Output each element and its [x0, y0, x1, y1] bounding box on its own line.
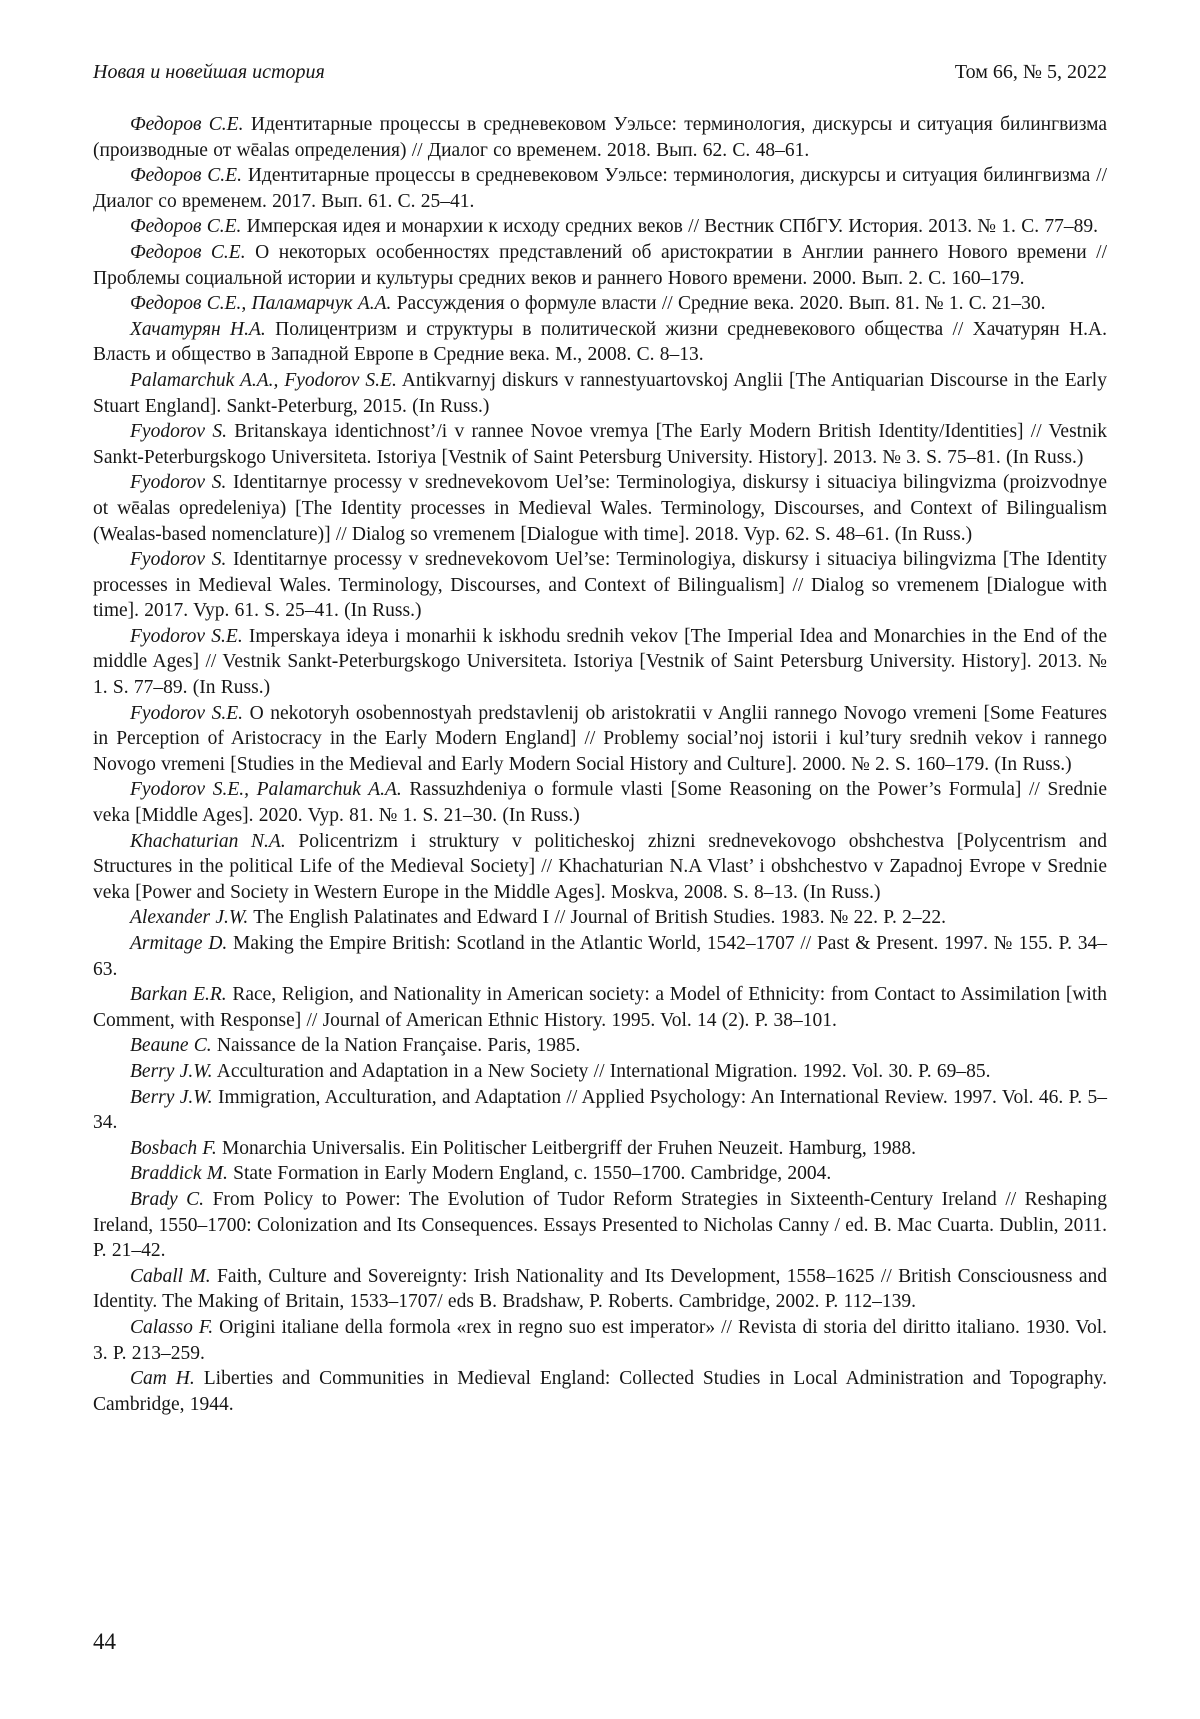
reference-entry [93, 1059, 1107, 1085]
reference-text: Britanskaya identichnost’/i v rannee Novoe vremya [The Early Modern British Identity/Identities] // Vestnik Sankt-Peterburgskogo Universiteta. Istoriya [Vestnik of Saint Petersburg University. History]. 2013. № 3. S. 75–81. (In Russ.) [93, 421, 1107, 468]
reference-author: Caball M. [130, 1265, 211, 1287]
reference-entry [93, 214, 1107, 240]
reference-author: Braddick M. [130, 1163, 228, 1185]
reference-entry [93, 112, 1107, 163]
page-header [93, 60, 1107, 84]
reference-author: Bosbach F. [130, 1137, 217, 1159]
reference-entry [93, 829, 1107, 906]
reference-text: Рассуждения о формуле власти // Средние века. 2020. Вып. 81. № 1. С. 21–30. [396, 293, 1046, 315]
reference-author: Khachaturian N.A. [130, 830, 286, 852]
document-page [93, 60, 1107, 1417]
reference-text: Race, Religion, and Nationality in American society: a Model of Ethnicity: from Contact to Assimilation [with Comment, with Response] // Journal of American Ethnic History. 1995. Vol. 14 (2). P. 38–101. [93, 984, 1107, 1031]
reference-entry [93, 1161, 1107, 1187]
reference-text: Monarchia Universalis. Ein Politischer Leitbergriff der Fruhen Neuzeit. Hamburg, 1988. [221, 1137, 916, 1159]
reference-entry [93, 317, 1107, 368]
reference-entry [93, 291, 1107, 317]
reference-author: Brady C. [130, 1188, 205, 1210]
reference-entry [93, 1315, 1107, 1366]
reference-text: Faith, Culture and Sovereignty: Irish Nationality and Its Development, 1558–1625 // British Consciousness and Identity. The Making of Britain, 1533–1707/ eds B. Bradshaw, P. Roberts. Cambridge, 2002. P. 112–139. [93, 1265, 1107, 1313]
reference-entry [93, 419, 1107, 470]
reference-author: Berry J.W. [130, 1060, 213, 1082]
reference-text: Полицентризм и структуры в политической жизни средневекового общества // Хачатурян Н.А. Власть и общество в Западной Европе в Средние века. М., 2008. С. 8–13. [93, 318, 1107, 366]
reference-author: Calasso F. [130, 1316, 214, 1338]
reference-text: Identitarnye processy v srednevekovom Uel’se: Terminologiya, diskursy i situaciya bilingvizma [The Identity processes in Medieval Wales. Terminology, Discourses, and Context of Bilingualism] // Dialog so vremenem [Dialogue with time]. 2017. Vyp. 61. S. 25–41. (In Russ.) [93, 549, 1107, 622]
journal-title: Новая и новейшая история [93, 61, 325, 83]
reference-author: Федоров С.Е. [130, 114, 244, 135]
reference-author: Barkan E.R. [130, 984, 227, 1006]
reference-author: Федоров С.Е. [130, 216, 242, 238]
reference-author: Fyodorov S. [130, 421, 227, 443]
reference-text: Идентитарные процессы в средневековом Уэльсе: терминология, дискурсы и ситуация билингвизма (производные от wēalas определения) // Диалог со временем. 2018. Вып. 62. С. 48–61. [93, 114, 1107, 161]
reference-entry [93, 777, 1107, 828]
reference-entry [93, 1085, 1107, 1136]
reference-text: Imperskaya ideya i monarhii k iskhodu srednih vekov [The Imperial Idea and Monarchies in the End of the middle Ages] // Vestnik Sankt-Peterburgskogo Universiteta. Istoriya [Vestnik of Saint Petersburg University. History]. 2013. № 1. S. 77–89. (In Russ.) [93, 625, 1107, 699]
reference-text: From Policy to Power: The Evolution of Tudor Reform Strategies in Sixteenth-Century Ireland // Reshaping Ireland, 1550–1700: Colonization and Its Consequences. Essays Presented to Nicholas Canny / ed. B. Mac Cuarta. Dublin, 2011. P. 21–42. [93, 1188, 1107, 1262]
reference-entry [93, 1264, 1107, 1315]
reference-text: State Formation in Early Modern England, c. 1550–1700. Cambridge, 2004. [233, 1163, 832, 1185]
reference-entry [93, 163, 1107, 214]
reference-text: Identitarnye processy v srednevekovom Uel’se: Terminologiya, diskursy i situaciya bilingvizma (proizvodnye ot wēalas opredeleniya) [The Identity processes in Medieval Wales. Terminology, Discourses, and Context of Bilingualism (Wealas-based nomenclature)] // Dialog so vremenem [Dialogue with time]. 2018. Vyp. 62. S. 48–61. (In Russ.) [93, 472, 1108, 545]
reference-text: Immigration, Acculturation, and Adaptation // Applied Psychology: An International Review. 1997. Vol. 46. P. 5–34. [93, 1086, 1108, 1134]
reference-entry [93, 624, 1107, 701]
reference-author: Palamarchuk A.A., Fyodorov S.E. [130, 369, 397, 391]
reference-entry [93, 368, 1107, 419]
reference-text: Policentrizm i struktury v politicheskoj zhizni srednevekovogo obshchestva [Polycentrism and Structures in the political Life of the Medieval Society] // Khachaturian N.A Vlast’ i obshchestvo v Zapadnoj Evrope v Srednie veka [Power and Society in Western Europe in the Middle Ages]. Moskva, 2008. S. 8–13. (In Russ.) [93, 830, 1108, 903]
reference-author: Федоров С.Е. [130, 165, 242, 187]
reference-entry [93, 1033, 1107, 1059]
reference-entry [93, 1136, 1107, 1162]
reference-text: The English Palatinates and Edward I // Journal of British Studies. 1983. № 22. P. 2–22. [253, 907, 946, 929]
reference-entry [93, 905, 1107, 931]
reference-text: Acculturation and Adaptation in a New Society // International Migration. 1992. Vol. 30. P. 69–85. [216, 1060, 991, 1082]
reference-entry [93, 240, 1107, 291]
reference-author: Федоров С.Е. [130, 241, 246, 263]
reference-author: Cam H. [130, 1368, 195, 1390]
reference-text: Liberties and Communities in Medieval England: Collected Studies in Local Administration and Topography. Cambridge, 1944. [93, 1368, 1108, 1415]
reference-author: Fyodorov S. [130, 549, 227, 571]
reference-entry [93, 931, 1107, 982]
reference-author: Федоров С.Е., Паламарчук А.А. [130, 293, 392, 315]
reference-text: Rassuzhdeniya o formule vlasti [Some Reasoning on the Power’s Formula] // Srednie veka [Middle Ages]. 2020. Vyp. 81. № 1. S. 21–30. (In Russ.) [93, 779, 1108, 827]
reference-author: Fyodorov S.E. [130, 702, 244, 724]
reference-text: Making the Empire British: Scotland in the Atlantic World, 1542–1707 // Past & Present. 1997. № 155. P. 34–63. [93, 933, 1108, 980]
reference-entry [93, 1187, 1107, 1264]
reference-entry [93, 470, 1107, 547]
reference-author: Beaune C. [130, 1035, 212, 1057]
reference-text: Origini italiane della formola «rex in regno suo est imperator» // Revista di storia del diritto italiano. 1930. Vol. 3. P. 213–259. [93, 1316, 1108, 1364]
reference-text: Antikvarnyj diskurs v rannestyuartovskoj Anglii [The Antiquarian Discourse in the Early Stuart England]. Sankt-Peterburg, 2015. (In Russ.) [93, 369, 1107, 417]
reference-entry [93, 982, 1107, 1033]
reference-author: Fyodorov S.E. [130, 625, 243, 647]
reference-author: Fyodorov S. [130, 472, 227, 494]
reference-author: Armitage D. [130, 933, 228, 954]
reference-author: Alexander J.W. [130, 907, 249, 929]
reference-text: Имперская идея и монархии к исходу средних веков // Вестник СПбГУ. История. 2013. № 1. С. 77–89. [246, 216, 1098, 238]
reference-entry [93, 1366, 1107, 1417]
reference-text: Идентитарные процессы в средневековом Уэльсе: терминология, дискурсы и ситуация билингвизма // Диалог со временем. 2017. Вып. 61. С. 25–41. [93, 165, 1107, 212]
page-number: 44 [93, 1629, 116, 1654]
reference-author: Fyodorov S.E., Palamarchuk A.A. [130, 779, 402, 801]
reference-author: Berry J.W. [130, 1086, 213, 1108]
reference-text: O nekotoryh osobennostyah predstavlenij ob aristokratii v Anglii rannego Novogo vremeni [Some Features in Perception of Aristocracy in the Early Modern England] // Problemy social’noj istorii i kul’tury srednih vekov i rannego Novogo vremeni [Studies in the Medieval and Early Modern Social History and Culture]. 2000. № 2. S. 160–179. (In Russ.) [93, 702, 1108, 775]
reference-entry [93, 701, 1107, 778]
reference-text: Naissance de la Nation Française. Paris, 1985. [216, 1035, 581, 1057]
reference-entry [93, 547, 1107, 624]
reference-text: О некоторых особенностях представлений об аристократии в Англии раннего Нового времени // Проблемы социальной истории и культуры средних веков и раннего Нового времени. 2000. Вып. 2. С. 160–179. [93, 241, 1107, 289]
reference-list [93, 112, 1107, 1417]
reference-author: Хачатурян Н.А. [130, 318, 266, 340]
volume-issue: Том 66, № 5, 2022 [954, 61, 1107, 83]
